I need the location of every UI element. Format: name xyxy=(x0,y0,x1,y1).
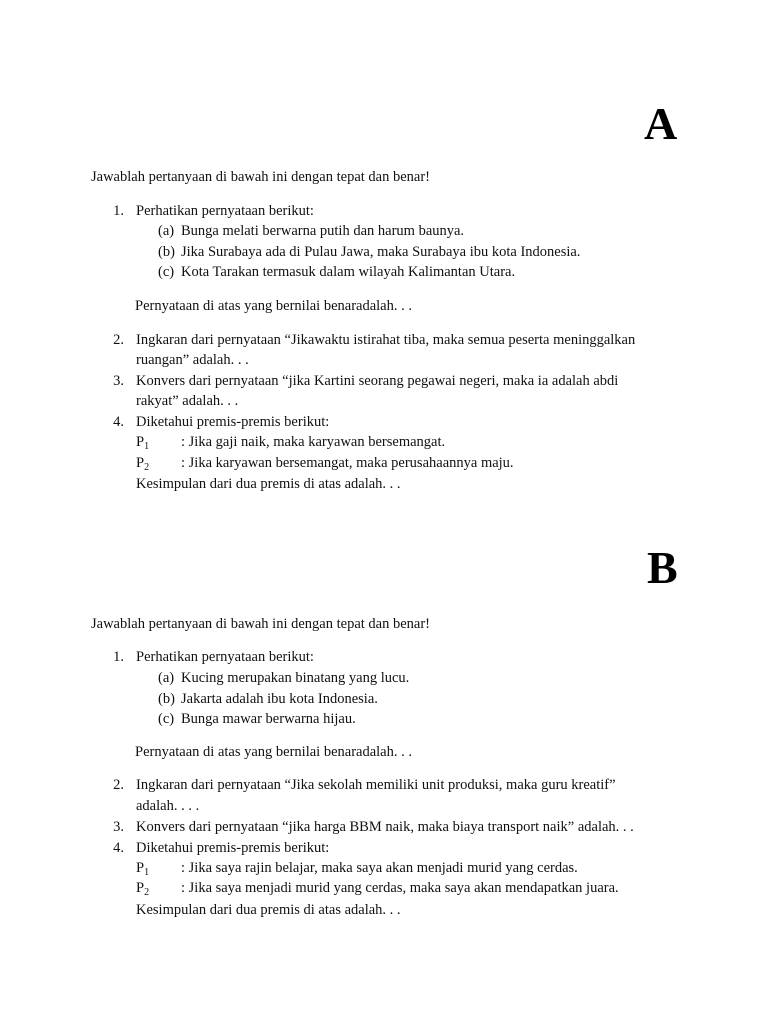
premise-row xyxy=(136,432,445,455)
section-letter: B xyxy=(647,542,678,593)
question-prompt: Pernyataan di atas yang bernilai benaradalah. . . xyxy=(135,298,412,314)
premise-subscript: 1 xyxy=(144,441,150,452)
premise-subscript: 1 xyxy=(144,867,150,878)
statement-label: (c) xyxy=(158,264,175,280)
premise-text: : Jika saya menjadi murid yang cerdas, maka saya akan mendapatkan juara. xyxy=(181,880,619,896)
question-text-continued: adalah. . . . xyxy=(136,798,200,814)
question-intro: Perhatikan pernyataan berikut: xyxy=(136,203,314,219)
question-number: 3. xyxy=(113,819,124,835)
statement-label: (b) xyxy=(158,244,175,260)
question-text: Ingkaran dari pernyataan “Jika sekolah memiliki unit produksi, maka guru kreatif” xyxy=(136,777,616,793)
question-intro: Perhatikan pernyataan berikut: xyxy=(136,649,314,665)
statement-text: Jakarta adalah ibu kota Indonesia. xyxy=(181,691,378,707)
question-text: Konvers dari pernyataan “jika harga BBM naik, maka biaya transport naik” adalah. . . xyxy=(136,819,634,835)
statement-text: Jika Surabaya ada di Pulau Jawa, maka Surabaya ibu kota Indonesia. xyxy=(181,244,581,260)
premise-text: : Jika gaji naik, maka karyawan bersemangat. xyxy=(181,434,446,450)
statement-label: (b) xyxy=(158,691,175,707)
section-letter: A xyxy=(644,98,678,149)
premise-symbol: P xyxy=(136,455,145,471)
question-text-continued: ruangan” adalah. . . xyxy=(136,352,249,368)
premise-symbol: P xyxy=(136,860,145,876)
statement-text: Bunga melati berwarna putih dan harum baunya. xyxy=(181,223,465,239)
instruction-text: Jawablah pertanyaan di bawah ini dengan tepat dan benar! xyxy=(91,169,430,185)
question-number: 3. xyxy=(113,373,124,389)
question-number: 2. xyxy=(113,777,124,793)
statement-label: (c) xyxy=(158,711,175,727)
conclusion-prompt: Kesimpulan dari dua premis di atas adalah. . . xyxy=(136,902,401,918)
statement-text: Bunga mawar berwarna hijau. xyxy=(181,711,356,727)
premise-text: : Jika saya rajin belajar, maka saya akan menjadi murid yang cerdas. xyxy=(181,860,578,876)
instruction-text: Jawablah pertanyaan di bawah ini dengan tepat dan benar! xyxy=(91,616,430,632)
premise-subscript: 2 xyxy=(144,462,150,473)
premise-subscript: 2 xyxy=(144,887,150,898)
premise-symbol: P xyxy=(136,434,145,450)
statement-label: (a) xyxy=(158,670,175,686)
question-text-continued: rakyat” adalah. . . xyxy=(136,393,239,409)
question-intro: Diketahui premis-premis berikut: xyxy=(136,414,330,430)
question-number: 4. xyxy=(113,414,124,430)
statement-label: (a) xyxy=(158,223,175,239)
question-number: 4. xyxy=(113,840,124,856)
question-number: 2. xyxy=(113,332,124,348)
statement-text: Kota Tarakan termasuk dalam wilayah Kalimantan Utara. xyxy=(181,264,516,280)
question-number: 1. xyxy=(113,649,124,665)
question-text: Konvers dari pernyataan “jika Kartini seorang pegawai negeri, maka ia adalah abdi xyxy=(136,373,619,389)
premise-symbol: P xyxy=(136,880,145,896)
statement-text: Kucing merupakan binatang yang lucu. xyxy=(181,670,410,686)
premise-text: : Jika karyawan bersemangat, maka perusahaannya maju. xyxy=(181,455,514,471)
premise-row xyxy=(136,878,619,901)
question-intro: Diketahui premis-premis berikut: xyxy=(136,840,330,856)
question-text: Ingkaran dari pernyataan “Jikawaktu istirahat tiba, maka semua peserta meninggalkan xyxy=(136,332,636,348)
question-number: 1. xyxy=(113,203,124,219)
conclusion-prompt: Kesimpulan dari dua premis di atas adalah. . . xyxy=(136,476,401,492)
premise-row xyxy=(136,453,514,476)
question-prompt: Pernyataan di atas yang bernilai benaradalah. . . xyxy=(135,744,412,760)
